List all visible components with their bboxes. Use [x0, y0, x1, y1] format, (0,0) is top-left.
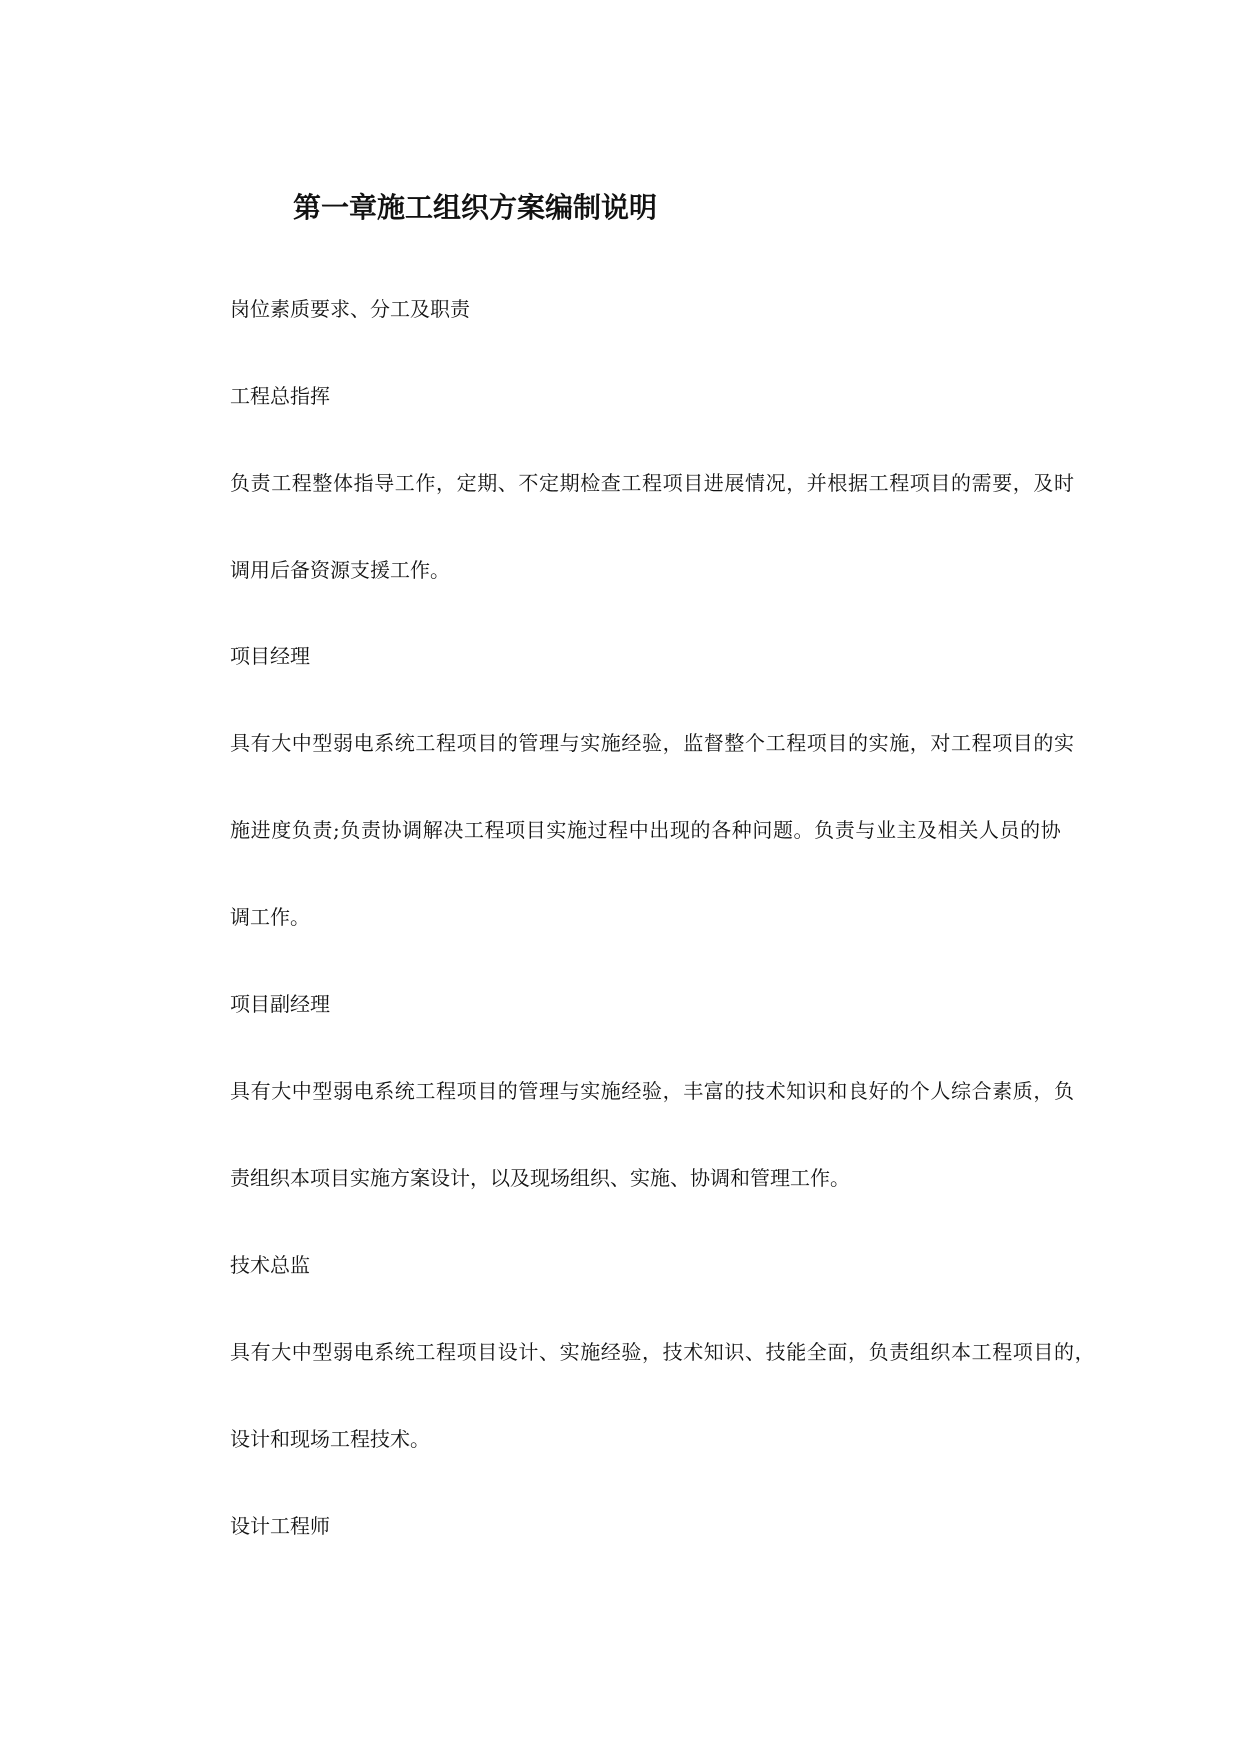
role-heading-design-engineer: 设计工程师 — [230, 1514, 330, 1538]
paragraph-line: 调用后备资源支援工作。 — [230, 558, 450, 582]
section-heading-job-requirements: 岗位素质要求、分工及职责 — [230, 297, 470, 321]
paragraph-line: 施进度负责;负责协调解决工程项目实施过程中出现的各种问题。负责与业主及相关人员的协 — [230, 818, 1062, 842]
role-heading-project-manager: 项目经理 — [230, 644, 310, 668]
paragraph-line: 责组织本项目实施方案设计，以及现场组织、实施、协调和管理工作。 — [230, 1166, 850, 1190]
chapter-title: 第一章施工组织方案编制说明 — [293, 191, 658, 224]
paragraph-line: 负责工程整体指导工作，定期、不定期检查工程项目进展情况，并根据工程项目的需要，及时 — [230, 471, 1075, 495]
paragraph-line: 具有大中型弱电系统工程项目的管理与实施经验，丰富的技术知识和良好的个人综合素质，负 — [230, 1079, 1075, 1103]
paragraph-line: 具有大中型弱电系统工程项目设计、实施经验，技术知识、技能全面，负责组织本工程项目的， — [230, 1340, 1096, 1364]
role-heading-technical-director: 技术总监 — [230, 1253, 310, 1277]
paragraph-line: 调工作。 — [230, 905, 310, 929]
paragraph-line: 设计和现场工程技术。 — [230, 1427, 430, 1451]
role-heading-chief-commander: 工程总指挥 — [230, 384, 330, 408]
paragraph-line: 具有大中型弱电系统工程项目的管理与实施经验，监督整个工程项目的实施，对工程项目的实 — [230, 731, 1075, 755]
role-heading-deputy-manager: 项目副经理 — [230, 992, 330, 1016]
